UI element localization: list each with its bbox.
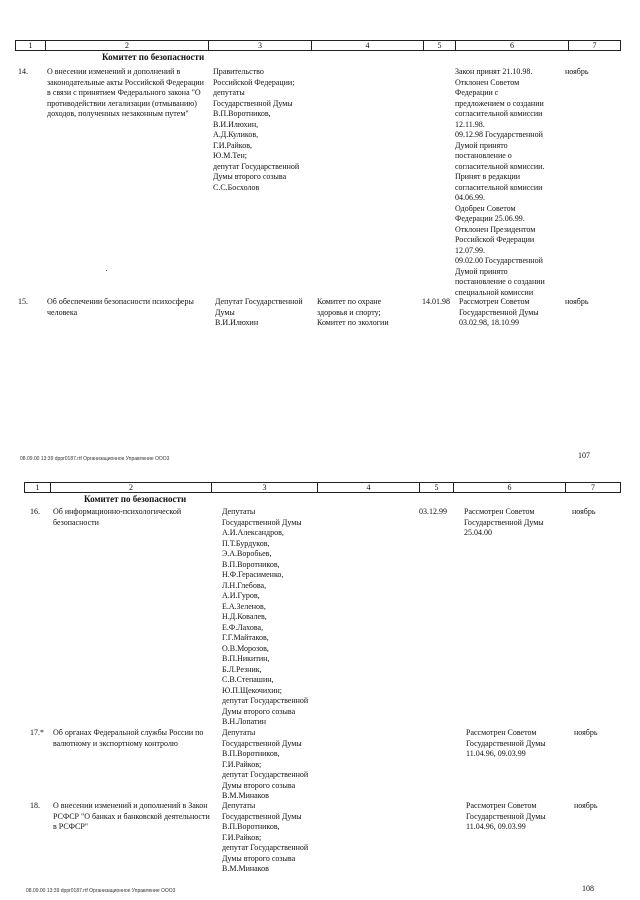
page-footer: 08.09.00 13:39 dppr0187.rtf Организационное Управление OOO3 [26,888,176,894]
column-header-5: 5 [424,41,456,51]
column-header-4: 4 [312,41,424,51]
column-header-2: 2 [51,483,212,493]
month: ноябрь [565,297,589,306]
bill-title: Об органах Федеральной службы России по валютному и экспортному контролю [53,728,204,748]
initiator: Правительство Российской Федерации; депутаты Государственной Думы В.П.Воротников, В.И.Илюхин, А.Д.Куликов, Г.И.Райков, Ю.М.Тен; депутат Государственной Думы второго созыва С.С.Босхолов [213,67,300,192]
document-page-2 [0,470,640,900]
section-title: Комитет по безопасности [102,52,205,62]
row-number: 14. [18,67,28,76]
column-header-row [24,482,621,493]
month: ноябрь [574,801,598,810]
page-number: 108 [582,884,594,893]
row-number: 15. [18,297,28,306]
initiator: Депутаты Государственной Думы В.П.Воротников, Г.И.Райков; депутат Государственной Думы второго созыва В.М.Минаков [222,728,309,800]
status: Рассмотрен Советом Государственной Думы 11.04.96, 09.03.99 [466,728,546,758]
page-number: 107 [578,451,590,460]
column-header-3: 3 [212,483,318,493]
column-header-1: 1 [25,483,51,493]
status: Закон принят 21.10.98. Отклонен Советом Федерации с предложением о создании согласительной комиссии 12.11.98. 09.12.98 Государственной Думой принято постановление о согласительной комиссии. Принят в редакции согласительной комиссии 04.06.99. Одобрен Советом Федерации 25.06.99. Отклонен Президентом Российской Федерации 12.07.99. 09.02.00 Государственной Думой принято постановление о создании специальной комиссии [455,67,545,297]
month: ноябрь [574,728,598,737]
column-header-6: 6 [456,41,569,51]
scan-speck [106,270,107,271]
column-header-1: 1 [16,41,46,51]
bill-title: Об информационно-психологической безопасности [53,507,182,527]
initiator: Депутат Государственной Думы В.И.Илюхин [215,297,303,327]
bill-title: Об обеспечении безопасности психосферы человека [47,297,194,317]
month: ноябрь [572,507,596,516]
row-number: 17.* [30,728,44,737]
column-header-6: 6 [454,483,566,493]
initiator: Депутаты Государственной Думы В.П.Воротников, Г.И.Райков; депутат Государственной Думы второго созыва В.М.Минаков [222,801,309,873]
committee: Комитет по охране здоровья и спорту; Комитет по экологии [317,297,389,327]
date: 03.12.99 [419,507,447,516]
bill-title: О внесении изменений и дополнений в Закон РСФСР "О банках и банковской деятельности в РСФСР" [53,801,210,831]
initiator: Депутаты Государственной Думы А.И.Александров, П.Т.Бурдуков, Э.А.Воробьев, В.П.Воротников, Н.Ф.Герасименко, Л.Н.Глебова, А.И.Гуров, Е.А.Зеленов, Н.Д.Ковалев, Е.Ф.Лахова, Г.Г.Майтаков, О.В.Морозов, В.П.Никитин, Б.Л.Резник, С.В.Степашин, Ю.П.Щекочихин; депутат Государственной Думы второго созыва В.Н.Лопатин [222,507,309,726]
column-header-7: 7 [569,41,621,51]
row-number: 18. [30,801,40,810]
column-header-row [15,40,621,51]
column-header-2: 2 [46,41,209,51]
status: Рассмотрен Советом Государственной Думы 25.04.00 [464,507,544,537]
status: Рассмотрен Советом Государственной Думы 03.02.98, 18.10.99 [459,297,539,327]
row-number: 16. [30,507,40,516]
section-title: Комитет по безопасности [84,494,187,504]
date: 14.01.98 [422,297,450,306]
column-header-4: 4 [318,483,420,493]
column-header-3: 3 [209,41,312,51]
column-header-7: 7 [566,483,621,493]
status: Рассмотрен Советом Государственной Думы 11.04.96, 09.03.99 [466,801,546,831]
column-header-5: 5 [420,483,454,493]
bill-title: О внесении изменений и дополнений в законодательные акты Российской Федерации в связи с принятием Федерального закона "О противодействии легализации (отмыванию) доходов, полученных незаконным путем" [47,67,204,118]
month: ноябрь [565,67,589,76]
page-footer: 08.09.00 13:39 dppr0187.rtf Организационное Управление OOO3 [20,456,170,462]
